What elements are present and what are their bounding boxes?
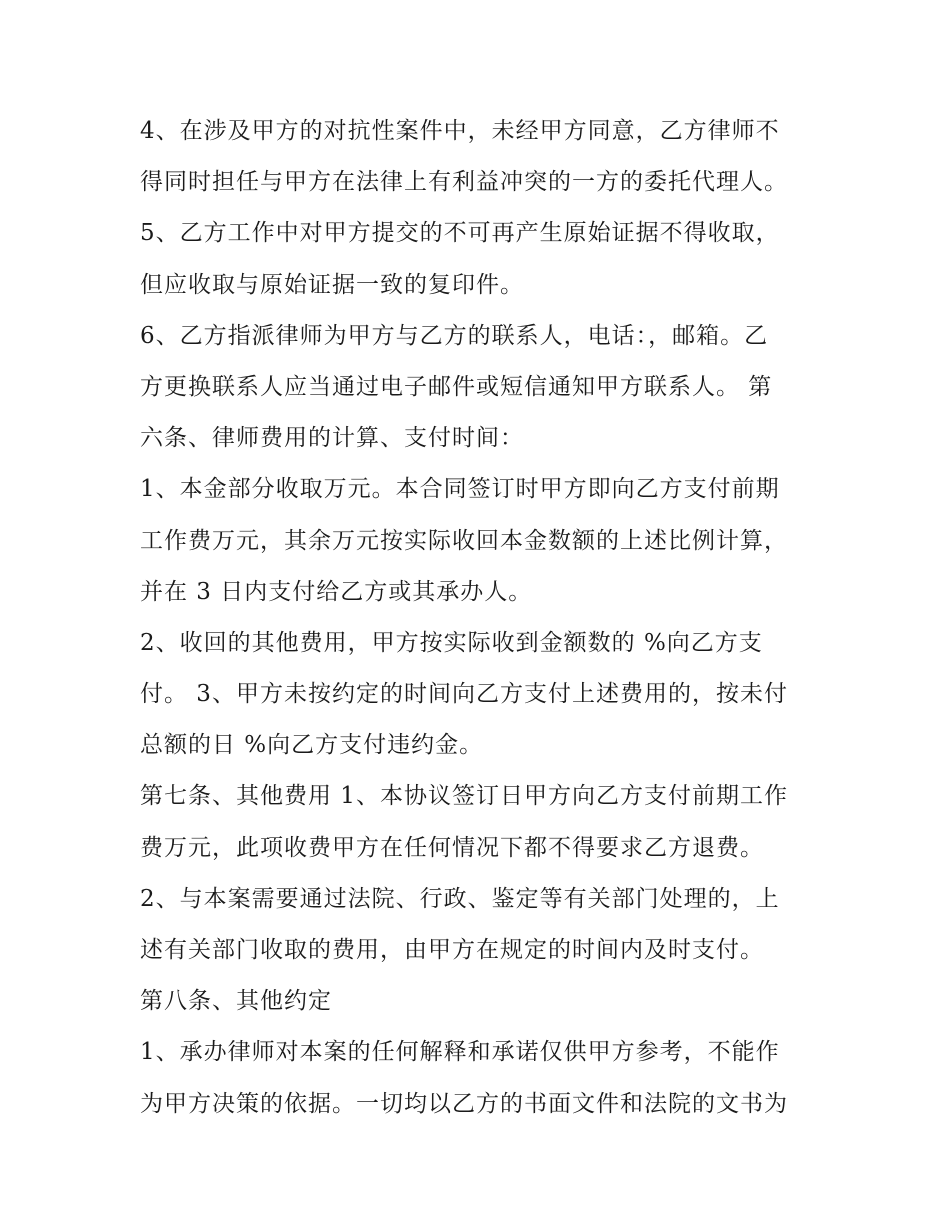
text-line: 费万元，此项收费甲方在任何情况下都不得要求乙方退费。 <box>140 834 764 861</box>
text-line: 为甲方决策的依据。一切均以乙方的书面文件和法院的文书为 <box>140 1090 788 1117</box>
text-line: 方更换联系人应当通过电子邮件或短信通知甲方联系人。 第 <box>140 373 773 400</box>
text-line: 得同时担任与甲方在法律上有利益冲突的一方的委托代理人。 <box>140 169 788 196</box>
text-line: 但应收取与原始证据一致的复印件。 <box>140 271 524 298</box>
text-line: 述有关部门收取的费用，由甲方在规定的时间内及时支付。 <box>140 937 764 963</box>
text-line: 4、在涉及甲方的对抗性案件中，未经甲方同意，乙方律师不 <box>140 118 780 144</box>
text-line: 第八条、其他约定 <box>140 988 332 1015</box>
text-line: 总额的日 %向乙方支付违约金。 <box>140 732 484 759</box>
text-line: 并在 3 日内支付给乙方或其承办人。 <box>140 578 533 605</box>
text-line: 工作费万元，其余万元按实际收回本金数额的上述比例计算， <box>140 527 788 554</box>
text-line: 1、本金部分收取万元。本合同签订时甲方即向乙方支付前期 <box>140 476 780 503</box>
text-line: 2、与本案需要通过法院、行政、鉴定等有关部门处理的，上 <box>140 885 780 912</box>
text-line: 2、收回的其他费用，甲方按实际收到金额数的 %向乙方支 <box>140 629 763 656</box>
text-line: 第七条、其他费用 1、本协议签订日甲方向乙方支付前期工作 <box>140 783 788 810</box>
text-line: 5、乙方工作中对甲方提交的不可再产生原始证据不得收取， <box>140 220 780 247</box>
text-line: 1、承办律师对本案的任何解释和承诺仅供甲方参考，不能作 <box>140 1039 780 1066</box>
text-line: 六条、律师费用的计算、支付时间： <box>140 425 524 452</box>
contract-text-body <box>140 106 830 1130</box>
text-line: 6、乙方指派律师为甲方与乙方的联系人，电话：，邮箱。乙 <box>140 322 769 349</box>
text-line: 付。 3、甲方未按约定的时间向乙方支付上述费用的，按未付 <box>140 681 788 708</box>
